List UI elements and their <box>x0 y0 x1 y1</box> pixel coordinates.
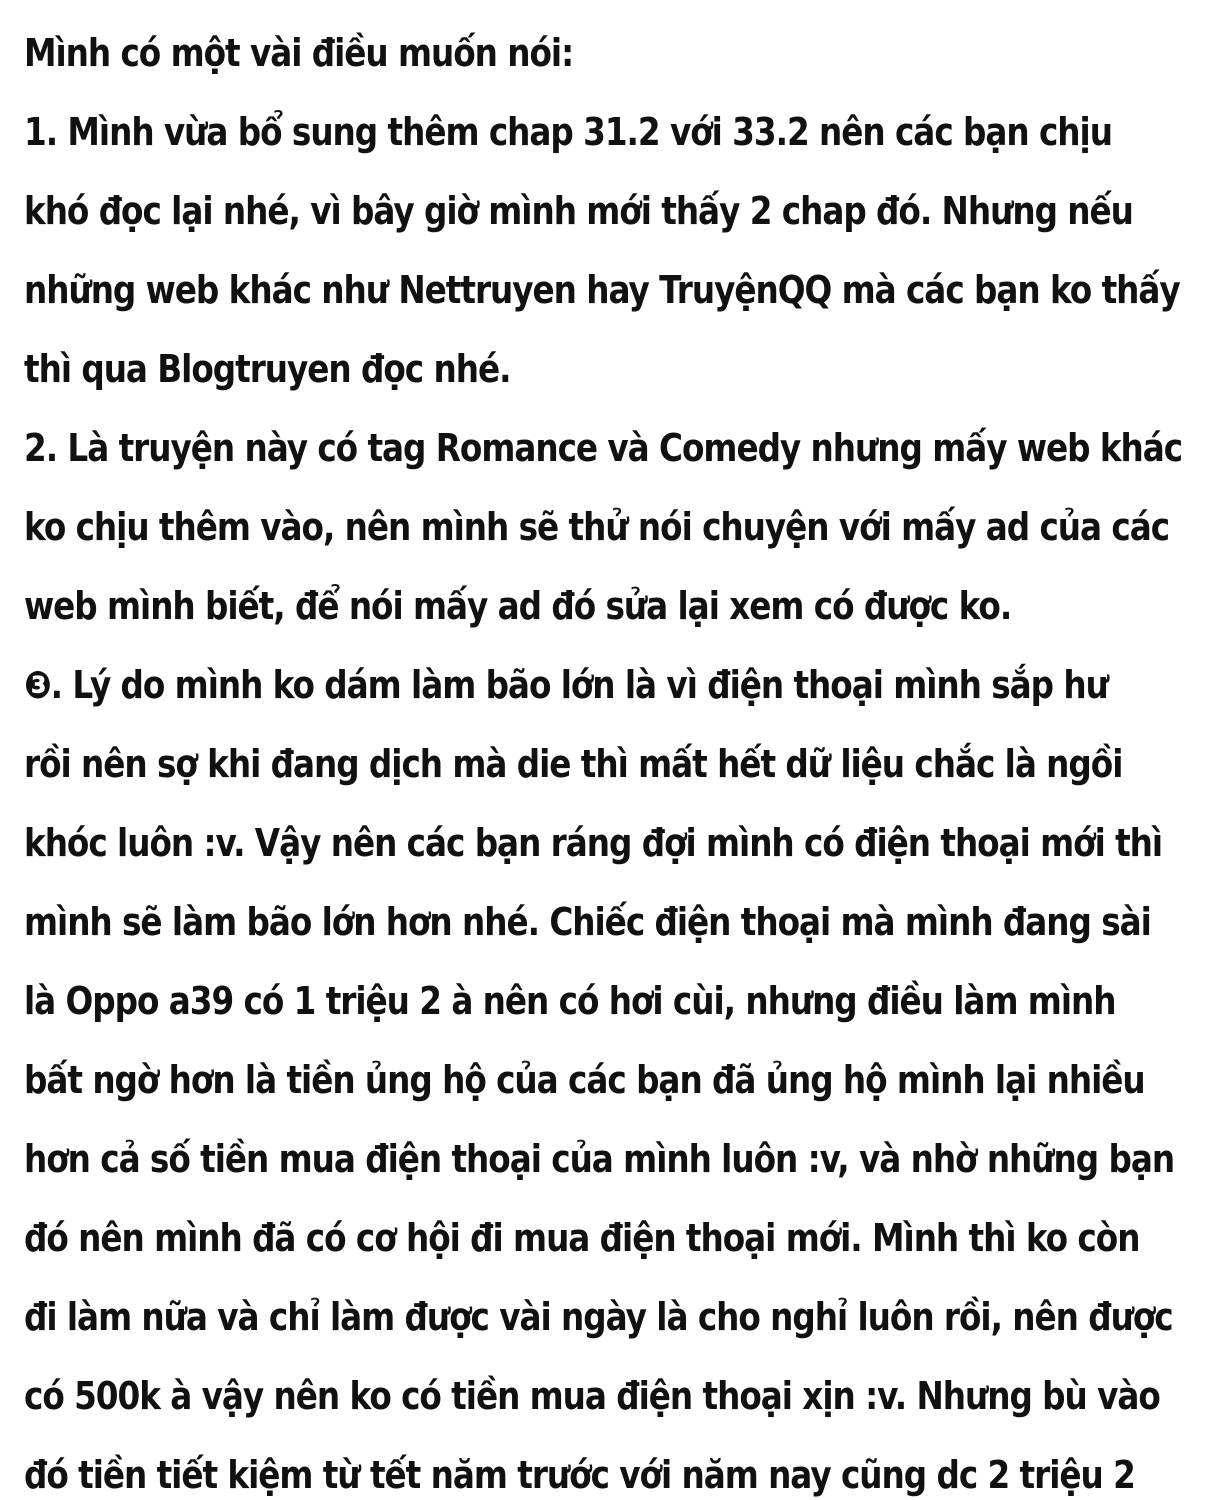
text-line: hơn cả số tiền mua điện thoại của mình luôn :v, và nhờ những bạn <box>24 1137 1175 1181</box>
text-line: bất ngờ hơn là tiền ủng hộ của các bạn đã ủng hộ mình lại nhiều <box>24 1058 1145 1102</box>
text-line: ko chịu thêm vào, nên mình sẽ thử nói chuyện với mấy ad của các <box>24 505 1170 549</box>
text-line: Mình có một vài điều muốn nói: <box>24 31 574 75</box>
text-line: web mình biết, để nói mấy ad đó sửa lại xem có được ko. <box>24 584 1012 628</box>
note-text <box>24 14 1183 1500</box>
text-line: đó tiền tiết kiệm từ tết năm trước với năm nay cũng dc 2 triệu 2 <box>24 1453 1135 1497</box>
text-line: là Oppo a39 có 1 triệu 2 à nên có hơi cùi, nhưng điều làm mình <box>24 979 1116 1023</box>
text-line: khó đọc lại nhé, vì bây giờ mình mới thấy 2 chap đó. Nhưng nếu <box>24 189 1133 233</box>
text-line: có 500k à vậy nên ko có tiền mua điện thoại xịn :v. Nhưng bù vào <box>24 1374 1160 1418</box>
text-line: rồi nên sợ khi đang dịch mà die thì mất hết dữ liệu chắc là ngồi <box>24 742 1123 786</box>
text-line: 1. Mình vừa bổ sung thêm chap 31.2 với 33.2 nên các bạn chịu <box>24 110 1112 154</box>
text-line: khóc luôn :v. Vậy nên các bạn ráng đợi mình có điện thoại mới thì <box>24 821 1163 865</box>
text-line: đó nên mình đã có cơ hội đi mua điện thoại mới. Mình thì ko còn <box>24 1216 1140 1260</box>
text-line: những web khác như Nettruyen hay TruyệnQQ mà các bạn ko thấy <box>24 268 1180 312</box>
text-line: mình sẽ làm bão lớn hơn nhé. Chiếc điện thoại mà mình đang sài <box>24 900 1151 944</box>
text-line: đi làm nữa và chỉ làm được vài ngày là cho nghỉ luôn rồi, nên được <box>24 1295 1173 1339</box>
text-line: 2. Là truyện này có tag Romance và Comedy nhưng mấy web khác <box>24 426 1183 470</box>
text-line: thì qua Blogtruyen đọc nhé. <box>24 347 511 391</box>
text-line: ❸. Lý do mình ko dám làm bão lớn là vì điện thoại mình sắp hư <box>24 663 1108 707</box>
